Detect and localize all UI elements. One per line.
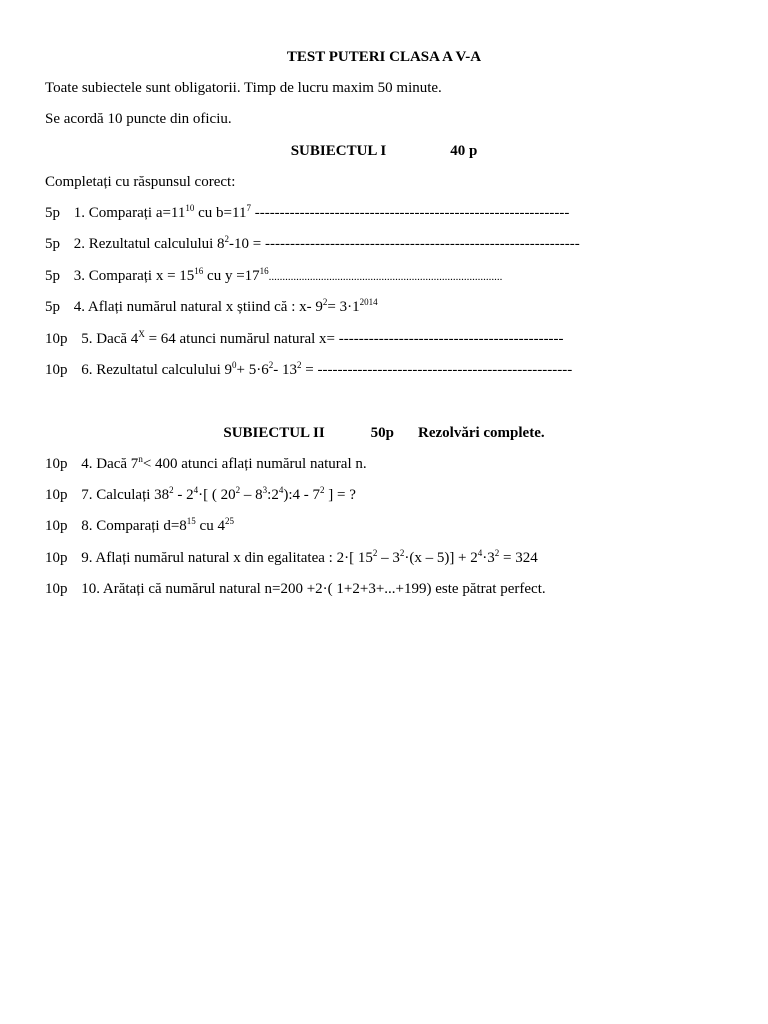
item-text: < 400 atunci aflați numărul natural n. xyxy=(142,456,367,472)
page-title: TEST PUTERI CLASA A V-A xyxy=(286,49,482,65)
item-text: 7. Calculați 38 xyxy=(81,487,170,503)
section1-item-1 xyxy=(45,204,569,222)
item-text: 4. Dacă 7 xyxy=(81,456,139,472)
item-text: cu 4 xyxy=(195,518,225,534)
item-text: 9. Aflați numărul natural x din egalitatea : 2·[ 15 xyxy=(81,550,373,566)
section2-heading: SUBIECTUL II xyxy=(223,425,325,441)
answer-blank: --------------------------------------------------------------- xyxy=(250,205,570,221)
exponent: 4 xyxy=(278,485,284,495)
item-text: ·[ ( 20 xyxy=(198,487,236,503)
exponent: 2 xyxy=(235,485,241,495)
item-text: + 5·6 xyxy=(236,362,269,378)
exponent: 25 xyxy=(224,516,234,526)
item-text: cu y =17 xyxy=(203,268,260,284)
item-points: 5p xyxy=(45,205,60,221)
section1-item-3 xyxy=(45,267,502,286)
exponent: 3 xyxy=(262,485,268,495)
exponent: 2 xyxy=(268,360,274,370)
item-text: 5. Dacă 4 xyxy=(81,331,139,347)
item-points: 10p xyxy=(45,487,68,503)
exponent: 16 xyxy=(259,266,269,276)
item-points: 10p xyxy=(45,550,68,566)
item-text: 10. Arătați că numărul natural n=200 +2·( 1+2+3+...+199) este pătrat perfect. xyxy=(81,581,546,597)
item-text: - 2 xyxy=(173,487,194,503)
exponent: 2 xyxy=(399,548,405,558)
item-points: 10p xyxy=(45,581,68,597)
item-points: 10p xyxy=(45,362,68,378)
section1-item-2 xyxy=(45,235,580,253)
answer-blank: ..................................................................................... xyxy=(268,271,503,283)
item-points: 10p xyxy=(45,518,68,534)
exponent: n xyxy=(138,454,143,464)
answer-blank: = 64 atunci numărul natural x= --------------------------------------------- xyxy=(144,331,564,347)
section2-points: 50p xyxy=(370,425,394,441)
exponent: 2 xyxy=(320,485,325,495)
item-text: 1. Comparați a=11 xyxy=(73,205,186,221)
section1-points: 40 p xyxy=(450,143,478,159)
section1-instruction: Completați cu răspunsul corect: xyxy=(45,174,236,190)
item-points: 10p xyxy=(45,456,68,472)
intro-line-2: Se acordă 10 puncte din oficiu. xyxy=(45,111,232,127)
exponent: 2 xyxy=(297,360,302,370)
section1-item-5 xyxy=(45,330,564,348)
section2-item-4 xyxy=(45,549,538,567)
section1-heading-row xyxy=(0,142,768,160)
item-text: cu b=11 xyxy=(194,205,247,221)
section2-note: Rezolvări complete. xyxy=(418,425,545,441)
exponent: 4 xyxy=(193,485,199,495)
item-text: 6. Rezultatul calculului 9 xyxy=(81,362,233,378)
item-points: 10p xyxy=(45,331,68,347)
section1-heading: SUBIECTUL I xyxy=(290,143,387,159)
item-text: 8. Comparați d=8 xyxy=(81,518,187,534)
exponent: 2 xyxy=(322,297,328,307)
item-text: = 324 xyxy=(499,550,538,566)
section2-heading-row xyxy=(0,424,768,442)
exponent: 2 xyxy=(224,234,230,244)
section2-item-5 xyxy=(45,580,546,598)
item-text: – 3 xyxy=(377,550,400,566)
item-text: 3. Comparați x = 15 xyxy=(73,268,195,284)
section2-item-2 xyxy=(45,486,356,504)
section2-item-3 xyxy=(45,517,234,535)
item-text: = 3·1 xyxy=(327,299,360,315)
item-text: ] = ? xyxy=(324,487,356,503)
item-points: 5p xyxy=(45,268,60,284)
item-text: 4. Aflați numărul natural x știind că : x- 9 xyxy=(73,299,323,315)
exponent: 2014 xyxy=(359,297,378,307)
exponent: 10 xyxy=(185,203,195,213)
exponent: 16 xyxy=(194,266,204,276)
exponent: 4 xyxy=(477,548,483,558)
section1-item-4 xyxy=(45,298,378,316)
exponent: 2 xyxy=(169,485,174,495)
item-text: - 13 xyxy=(273,362,298,378)
exponent: 2 xyxy=(372,548,378,558)
answer-blank: = --------------------------------------------------- xyxy=(301,362,573,378)
item-text: 2. Rezultatul calculului 8 xyxy=(73,236,225,252)
exponent: 0 xyxy=(232,360,237,370)
exponent: 2 xyxy=(494,548,500,558)
answer-blank: -10 = --------------------------------------------------------------- xyxy=(229,236,580,252)
item-text: ):4 - 7 xyxy=(283,487,320,503)
intro-line-1: Toate subiectele sunt obligatorii. Timp de lucru maxim 50 minute. xyxy=(45,80,442,96)
exponent: 15 xyxy=(186,516,196,526)
item-points: 5p xyxy=(45,299,60,315)
item-points: 5p xyxy=(45,236,60,252)
item-text: – 8 xyxy=(240,487,263,503)
item-text: ·(x – 5)] + 2 xyxy=(404,550,478,566)
exponent: X xyxy=(138,329,145,339)
item-text: :2 xyxy=(267,487,279,503)
item-text: ·3 xyxy=(482,550,495,566)
section2-item-1 xyxy=(45,455,367,473)
section1-item-6 xyxy=(45,361,572,379)
exponent: 7 xyxy=(246,203,251,213)
